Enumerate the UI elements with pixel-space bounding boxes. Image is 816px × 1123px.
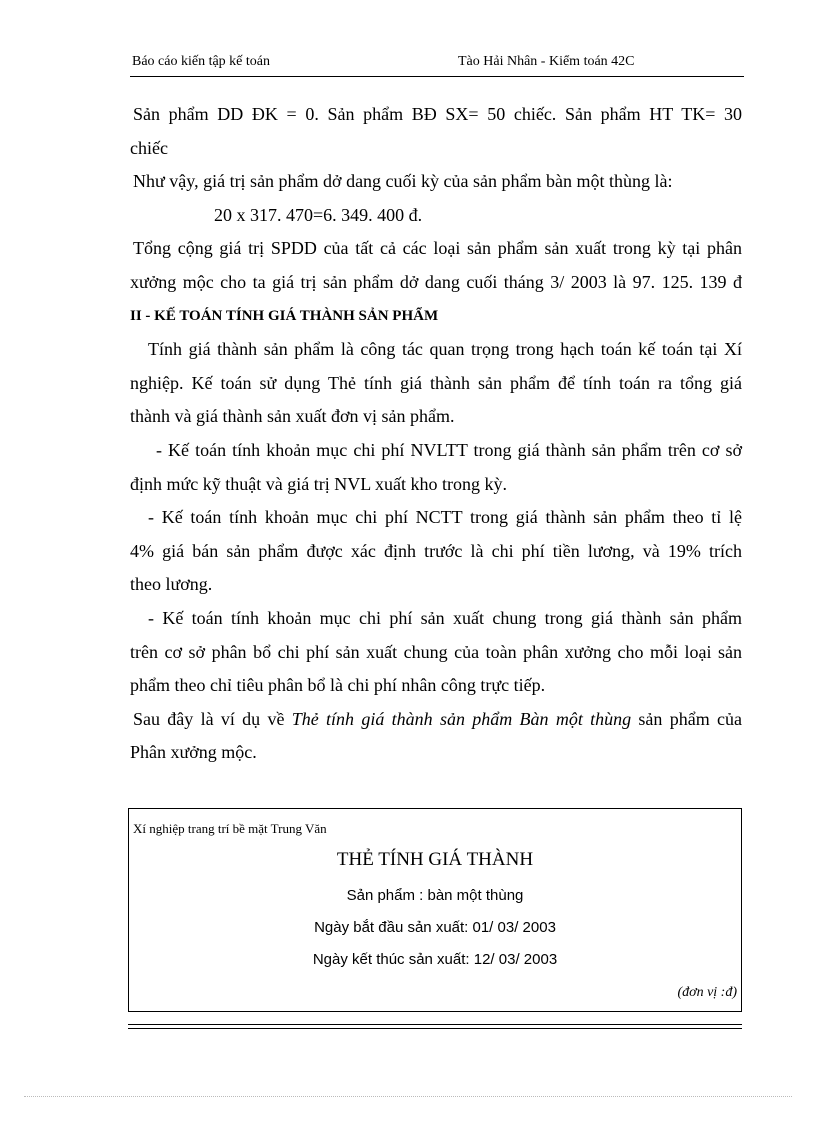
card-company: Xí nghiệp trang trí bề mặt Trung Văn: [133, 821, 327, 836]
calculation-line: 20 x 317. 470=6. 349. 400 đ.: [214, 204, 423, 225]
card-unit: (đơn vị :đ): [677, 985, 737, 1000]
paragraph-line: định mức kỹ thuật và giá trị NVL xuất kho trong kỳ.: [130, 473, 508, 494]
page-bottom-edge: [24, 1096, 792, 1097]
header-author: Tào Hải Nhân - Kiểm toán 42C: [458, 54, 635, 69]
paragraph-line: Như vậy, giá trị sản phẩm dở dang cuối kỳ của sản phẩm bàn một thùng là:: [133, 171, 673, 192]
card-product: Sản phẩm : bàn một thùng: [346, 887, 524, 904]
section-heading: II - KẾ TOÁN TÍNH GIÁ THÀNH SẢN PHẨM: [130, 307, 439, 324]
body-text: [130, 98, 742, 770]
double-rule-divider: [128, 1024, 742, 1029]
paragraph-line: thành và giá thành sản xuất đơn vị sản phẩm.: [130, 406, 455, 427]
paragraph-line: nghiệp. Kế toán sử dụng Thẻ tính giá thành sản phẩm để tính toán ra tổng giá: [130, 372, 742, 393]
paragraph-line: theo lương.: [130, 574, 213, 595]
paragraph-line: - Kế toán tính khoản mục chi phí NVLTT trong giá thành sản phẩm trên cơ sở: [156, 439, 742, 460]
italic-card-title: Thẻ tính giá thành sản phẩm Bàn một thùng: [291, 708, 632, 729]
paragraph-line: - Kế toán tính khoản mục chi phí sản xuất chung trong giá thành sản phẩm: [148, 607, 742, 628]
paragraph-line: Sản phẩm DD ĐK = 0. Sản phẩm BĐ SX= 50 chiếc. Sản phẩm HT TK= 30: [133, 104, 742, 124]
cost-card-box: [128, 808, 742, 1012]
card-start-date: Ngày bắt đầu sản xuất: 01/ 03/ 2003: [314, 919, 556, 936]
paragraph-line: xưởng mộc cho ta giá trị sản phẩm dở dang cuối tháng 3/ 2003 là 97. 125. 139 đ: [130, 271, 742, 292]
paragraph-line: [130, 703, 742, 737]
card-title: THẺ TÍNH GIÁ THÀNH: [336, 849, 534, 870]
paragraph-line: Tổng cộng giá trị SPDD của tất cả các loại sản phẩm sản xuất trong kỳ tại phân: [133, 238, 742, 259]
paragraph-line: - Kế toán tính khoản mục chi phí NCTT trong giá thành sản phẩm theo tỉ lệ: [148, 507, 742, 528]
paragraph-line: phẩm theo chỉ tiêu phân bổ là chi phí nhân công trực tiếp.: [130, 675, 546, 696]
text-segment: Sau đây là ví dụ về: [133, 708, 292, 729]
paragraph-line: trên cơ sở phân bổ chi phí sản xuất chung của toàn phân xưởng cho mỗi loại sản: [130, 641, 742, 662]
paragraph-line: Tính giá thành sản phẩm là công tác quan trọng trong hạch toán kế toán tại Xí: [148, 339, 742, 360]
paragraph-line: Phân xưởng mộc.: [130, 742, 257, 763]
header-report-title: Báo cáo kiến tập kế toán: [132, 54, 271, 69]
paragraph-line: chiếc: [130, 137, 168, 158]
card-end-date: Ngày kết thúc sản xuất: 12/ 03/ 2003: [312, 951, 558, 968]
page-header: [130, 52, 744, 77]
text-segment: sản phẩm của: [631, 708, 742, 729]
paragraph-line: 4% giá bán sản phẩm được xác định trước là chi phí tiền lương, và 19% trích: [130, 540, 742, 561]
